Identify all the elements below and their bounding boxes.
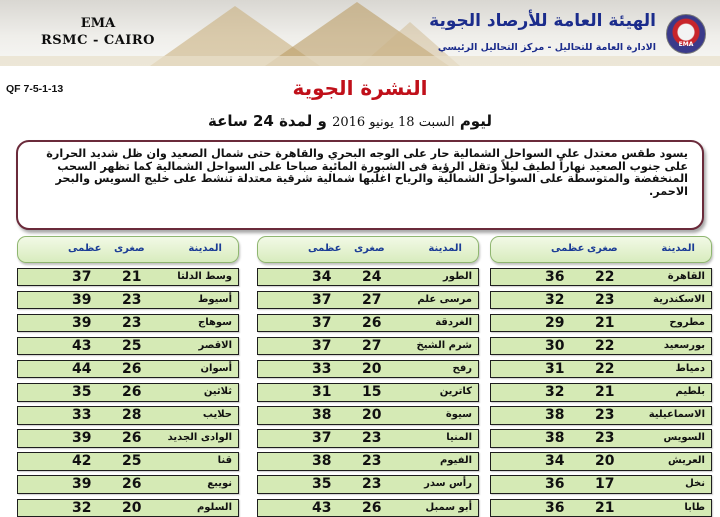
table-row	[17, 268, 239, 287]
max-temp: 43	[72, 337, 92, 354]
table-row	[17, 383, 239, 402]
min-temp: 21	[595, 499, 615, 516]
min-temp: 17	[595, 476, 615, 493]
min-temp: 20	[122, 499, 142, 516]
table-row	[257, 268, 479, 287]
min-temp: 26	[362, 499, 382, 516]
max-temp: 39	[72, 314, 92, 331]
city-name: السلوم	[196, 501, 232, 513]
max-temp: 37	[72, 268, 92, 285]
date-prefix: ليوم	[459, 112, 492, 130]
min-temp: 15	[362, 384, 382, 401]
table-row	[490, 291, 712, 310]
city-name: نويبع	[207, 478, 232, 490]
city-name: الاسماعيلية	[648, 409, 705, 421]
table-row	[17, 406, 239, 425]
min-temp: 23	[362, 476, 382, 493]
table-row	[490, 475, 712, 494]
min-temp: 23	[122, 291, 142, 308]
logo-text: EMA	[678, 41, 694, 48]
header-max: عظمى	[551, 243, 585, 254]
date-suffix: و لمدة 24 ساعة	[208, 112, 327, 130]
max-temp: 37	[312, 430, 332, 447]
min-temp: 22	[595, 268, 615, 285]
sand-strip	[0, 56, 720, 66]
city-name: أبو سمبل	[425, 501, 472, 513]
table-row	[490, 452, 712, 471]
date-line	[200, 112, 500, 130]
min-temp: 20	[362, 407, 382, 424]
table-row	[17, 360, 239, 379]
city-name: الطور	[443, 270, 472, 282]
table-row	[17, 499, 239, 517]
max-temp: 36	[545, 268, 565, 285]
header-min: صغرى	[587, 243, 618, 254]
min-temp: 20	[595, 453, 615, 470]
min-temp: 21	[595, 384, 615, 401]
max-temp: 29	[545, 314, 565, 331]
min-temp: 26	[122, 430, 142, 447]
min-temp: 26	[122, 476, 142, 493]
table-row	[490, 268, 712, 287]
table-row	[490, 314, 712, 333]
org-name: الهيئة العامة للأرصاد الجوية	[429, 11, 656, 31]
max-temp: 30	[545, 337, 565, 354]
max-temp: 38	[312, 453, 332, 470]
forecast-text: يسود طقس معتدل على السواحل الشمالية حار على الوجه البحري والقاهرة حتى شمال الصعيد وان ظل شديد الحرارة على جنوب الصعيد نهاراً لطيف ليلاً وتقل الرؤية فى الشبورة المائية صباحا على السواحل الشمالية كما تظهر السحب المنخفضة والمتوسطة على السواحل الشمالية والرياح اغلبها شمالية شرقية معتدلة تنشط على خليج السويس والبحر الاحمر.	[46, 147, 688, 198]
city-name: مطروح	[669, 316, 705, 328]
table-row	[257, 452, 479, 471]
city-name: شرم الشيخ	[416, 339, 472, 351]
city-name: كاترين	[439, 386, 472, 398]
city-name: رأس سدر	[424, 478, 472, 490]
city-name: وسط الدلتا	[177, 270, 232, 282]
table-row	[490, 360, 712, 379]
table-row	[257, 360, 479, 379]
table-row	[17, 314, 239, 333]
max-temp: 32	[545, 291, 565, 308]
city-name: أسيوط	[198, 293, 232, 305]
city-name: دمياط	[675, 362, 705, 374]
min-temp: 23	[362, 430, 382, 447]
city-name: بورسعيد	[663, 339, 705, 351]
table-row	[17, 452, 239, 471]
max-temp: 38	[312, 407, 332, 424]
max-temp: 37	[312, 337, 332, 354]
table-row	[257, 406, 479, 425]
min-temp: 23	[595, 430, 615, 447]
min-temp: 26	[122, 360, 142, 377]
min-temp: 27	[362, 291, 382, 308]
city-name: رفح	[452, 362, 472, 374]
max-temp: 31	[312, 384, 332, 401]
city-name: المنيا	[446, 432, 472, 444]
header-min: صغرى	[354, 243, 385, 254]
max-temp: 39	[72, 476, 92, 493]
city-name: العريش	[668, 455, 705, 467]
document-code: QF 7-5-1-13	[6, 83, 64, 95]
max-temp: 44	[72, 360, 92, 377]
max-temp: 39	[72, 430, 92, 447]
min-temp: 28	[122, 407, 142, 424]
table-row	[17, 429, 239, 448]
rsmc-label: RSMC - CAIRO	[40, 33, 156, 48]
city-name: الاسكندرية	[653, 293, 705, 305]
max-temp: 32	[545, 384, 565, 401]
table-row	[17, 291, 239, 310]
table-row	[257, 314, 479, 333]
min-temp: 23	[362, 453, 382, 470]
max-temp: 43	[312, 499, 332, 516]
table-row	[17, 475, 239, 494]
page-title: النشرة الجوية	[292, 76, 428, 100]
header-banner	[0, 0, 720, 66]
header-city: المدينة	[188, 243, 222, 254]
city-name: بلطيم	[675, 386, 705, 398]
ema-logo-icon	[666, 14, 706, 54]
max-temp: 36	[545, 499, 565, 516]
max-temp: 31	[545, 360, 565, 377]
ema-label-block	[38, 16, 158, 49]
min-temp: 21	[595, 314, 615, 331]
max-temp: 35	[72, 384, 92, 401]
table-row	[257, 337, 479, 356]
city-name: قنا	[217, 455, 232, 467]
min-temp: 26	[122, 384, 142, 401]
table-row	[257, 499, 479, 517]
max-temp: 37	[312, 291, 332, 308]
org-subtitle: الادارة العامة للتحاليل - مركز التحاليل الرئيسي	[437, 42, 656, 53]
max-temp: 37	[312, 314, 332, 331]
city-name: الوادى الجديد	[167, 432, 232, 444]
min-temp: 26	[362, 314, 382, 331]
city-name: الغردقة	[435, 316, 472, 328]
min-temp: 25	[122, 453, 142, 470]
min-temp: 21	[122, 268, 142, 285]
city-name: طابا	[684, 501, 705, 513]
temperature-table-1	[490, 236, 712, 517]
min-temp: 25	[122, 337, 142, 354]
forecast-box	[16, 140, 704, 230]
city-name: القاهرة	[667, 270, 705, 282]
city-name: الفيوم	[439, 455, 472, 467]
table-row	[17, 337, 239, 356]
city-name: الاقصر	[198, 339, 232, 351]
min-temp: 23	[595, 407, 615, 424]
table-row	[257, 475, 479, 494]
city-name: مرسى علم	[417, 293, 472, 305]
max-temp: 36	[545, 476, 565, 493]
max-temp: 38	[545, 407, 565, 424]
min-temp: 22	[595, 360, 615, 377]
max-temp: 32	[72, 499, 92, 516]
header-min: صغرى	[114, 243, 145, 254]
table-row	[257, 429, 479, 448]
min-temp: 24	[362, 268, 382, 285]
date-value: السبت 18 يونيو 2016	[332, 115, 455, 130]
temperature-table-2	[257, 236, 479, 517]
table-row	[490, 429, 712, 448]
header-city: المدينة	[661, 243, 695, 254]
max-temp: 34	[545, 453, 565, 470]
table-row	[257, 291, 479, 310]
ema-label: EMA	[80, 16, 116, 31]
max-temp: 35	[312, 476, 332, 493]
max-temp: 34	[312, 268, 332, 285]
max-temp: 38	[545, 430, 565, 447]
max-temp: 42	[72, 453, 92, 470]
min-temp: 23	[122, 314, 142, 331]
min-temp: 20	[362, 360, 382, 377]
header-max: عظمى	[308, 243, 342, 254]
min-temp: 22	[595, 337, 615, 354]
max-temp: 39	[72, 291, 92, 308]
table-row	[490, 499, 712, 517]
city-name: السويس	[663, 432, 705, 444]
city-name: نخل	[685, 478, 705, 490]
header-max: عظمى	[68, 243, 102, 254]
max-temp: 33	[72, 407, 92, 424]
max-temp: 33	[312, 360, 332, 377]
table-row	[490, 383, 712, 402]
table-row	[257, 383, 479, 402]
table-header	[257, 236, 479, 263]
min-temp: 27	[362, 337, 382, 354]
table-row	[490, 337, 712, 356]
city-name: سيوة	[445, 409, 472, 421]
header-city: المدينة	[428, 243, 462, 254]
city-name: ثلاثين	[203, 386, 232, 398]
city-name: حلايب	[202, 409, 232, 421]
min-temp: 23	[595, 291, 615, 308]
table-header	[17, 236, 239, 263]
city-name: سوهاج	[198, 316, 232, 328]
temperature-table-3	[17, 236, 239, 517]
table-header	[490, 236, 712, 263]
city-name: أسوان	[200, 362, 232, 374]
table-row	[490, 406, 712, 425]
